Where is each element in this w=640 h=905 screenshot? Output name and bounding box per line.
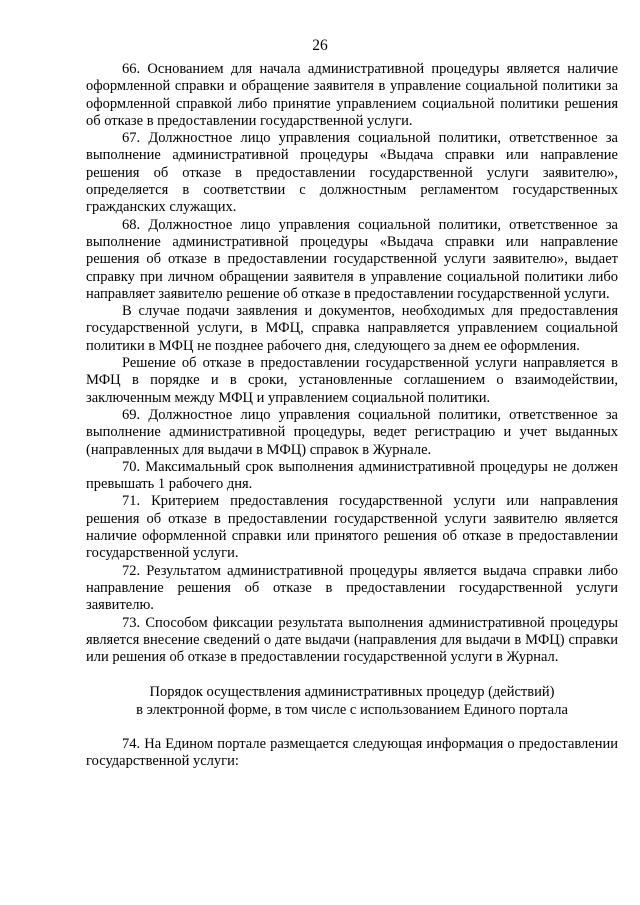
paragraph-68-refusal: Решение об отказе в предоставлении государственной услуги направляется в МФЦ в порядке и в сроки, установленные соглашением о взаимодействии, заключенным между МФЦ и управлением социальной политики.: [86, 355, 618, 406]
paragraph-68: 68. Должностное лицо управления социальной политики, ответственное за выполнение административной процедуры «Выдача справки или направление решения об отказе в предоставлении государственной услуги заявителю», выдает справку при личном обращении заявителя в управление социальной политики либо направляет заявителю решение об отказе в предоставлении государственной услуги.: [86, 216, 618, 302]
paragraph-73: 73. Способом фиксации результата выполнения административной процедуры является внесение сведений о дате выдачи (направления для выдачи в МФЦ) справки или решения об отказе в предоставлении государственной услуги в Журнал.: [86, 614, 618, 666]
paragraph-67: 67. Должностное лицо управления социальной политики, ответственное за выполнение административной процедуры «Выдача справки или направление решения об отказе в предоставлении государственной услуги заявителю», определяется в соответствии с должностным регламентом государственных гражданских служащих.: [86, 130, 618, 216]
paragraph-71: 71. Критерием предоставления государственной услуги или направления решения об отказе в предоставлении государственной услуги заявителю является наличие оформленной справки или принятого решения об отказе в предоставлении государственной услуги.: [86, 493, 618, 562]
document-body: [86, 61, 618, 771]
section-heading-line-1: Порядок осуществления административных процедур (действий): [149, 684, 555, 701]
section-heading: [86, 684, 618, 719]
paragraph-68-mfc-case: В случае подачи заявления и документов, необходимых для предоставления государственной услуги, в МФЦ, справка направляется управлением социальной политики в МФЦ не позднее рабочего дня, следующего за днем ее оформления.: [86, 303, 618, 354]
page-number: 26: [312, 37, 328, 54]
paragraph-72: 72. Результатом административной процедуры является выдача справки либо направление решения об отказе в предоставлении государственной услуги заявителю.: [86, 562, 618, 614]
section-heading-line-2: в электронной форме, в том числе с использованием Единого портала: [136, 701, 568, 718]
paragraph-69: 69. Должностное лицо управления социальной политики, ответственное за выполнение административной процедуры, ведет регистрацию и учет выданных (направленных для выдачи в МФЦ) справок в Журнале.: [86, 406, 618, 458]
paragraph-70: 70. Максимальный срок выполнения административной процедуры не должен превышать 1 рабочего дня.: [86, 458, 618, 493]
paragraph-74: 74. На Едином портале размещается следующая информация о предоставлении государственной услуги:: [86, 735, 618, 770]
paragraph-66: 66. Основанием для начала административной процедуры является наличие оформленной справки и обращение заявителя в управление социальной политики за оформленной справкой либо принятие управлением социальной политики решения об отказе в предоставлении государственной услуги.: [86, 61, 618, 129]
